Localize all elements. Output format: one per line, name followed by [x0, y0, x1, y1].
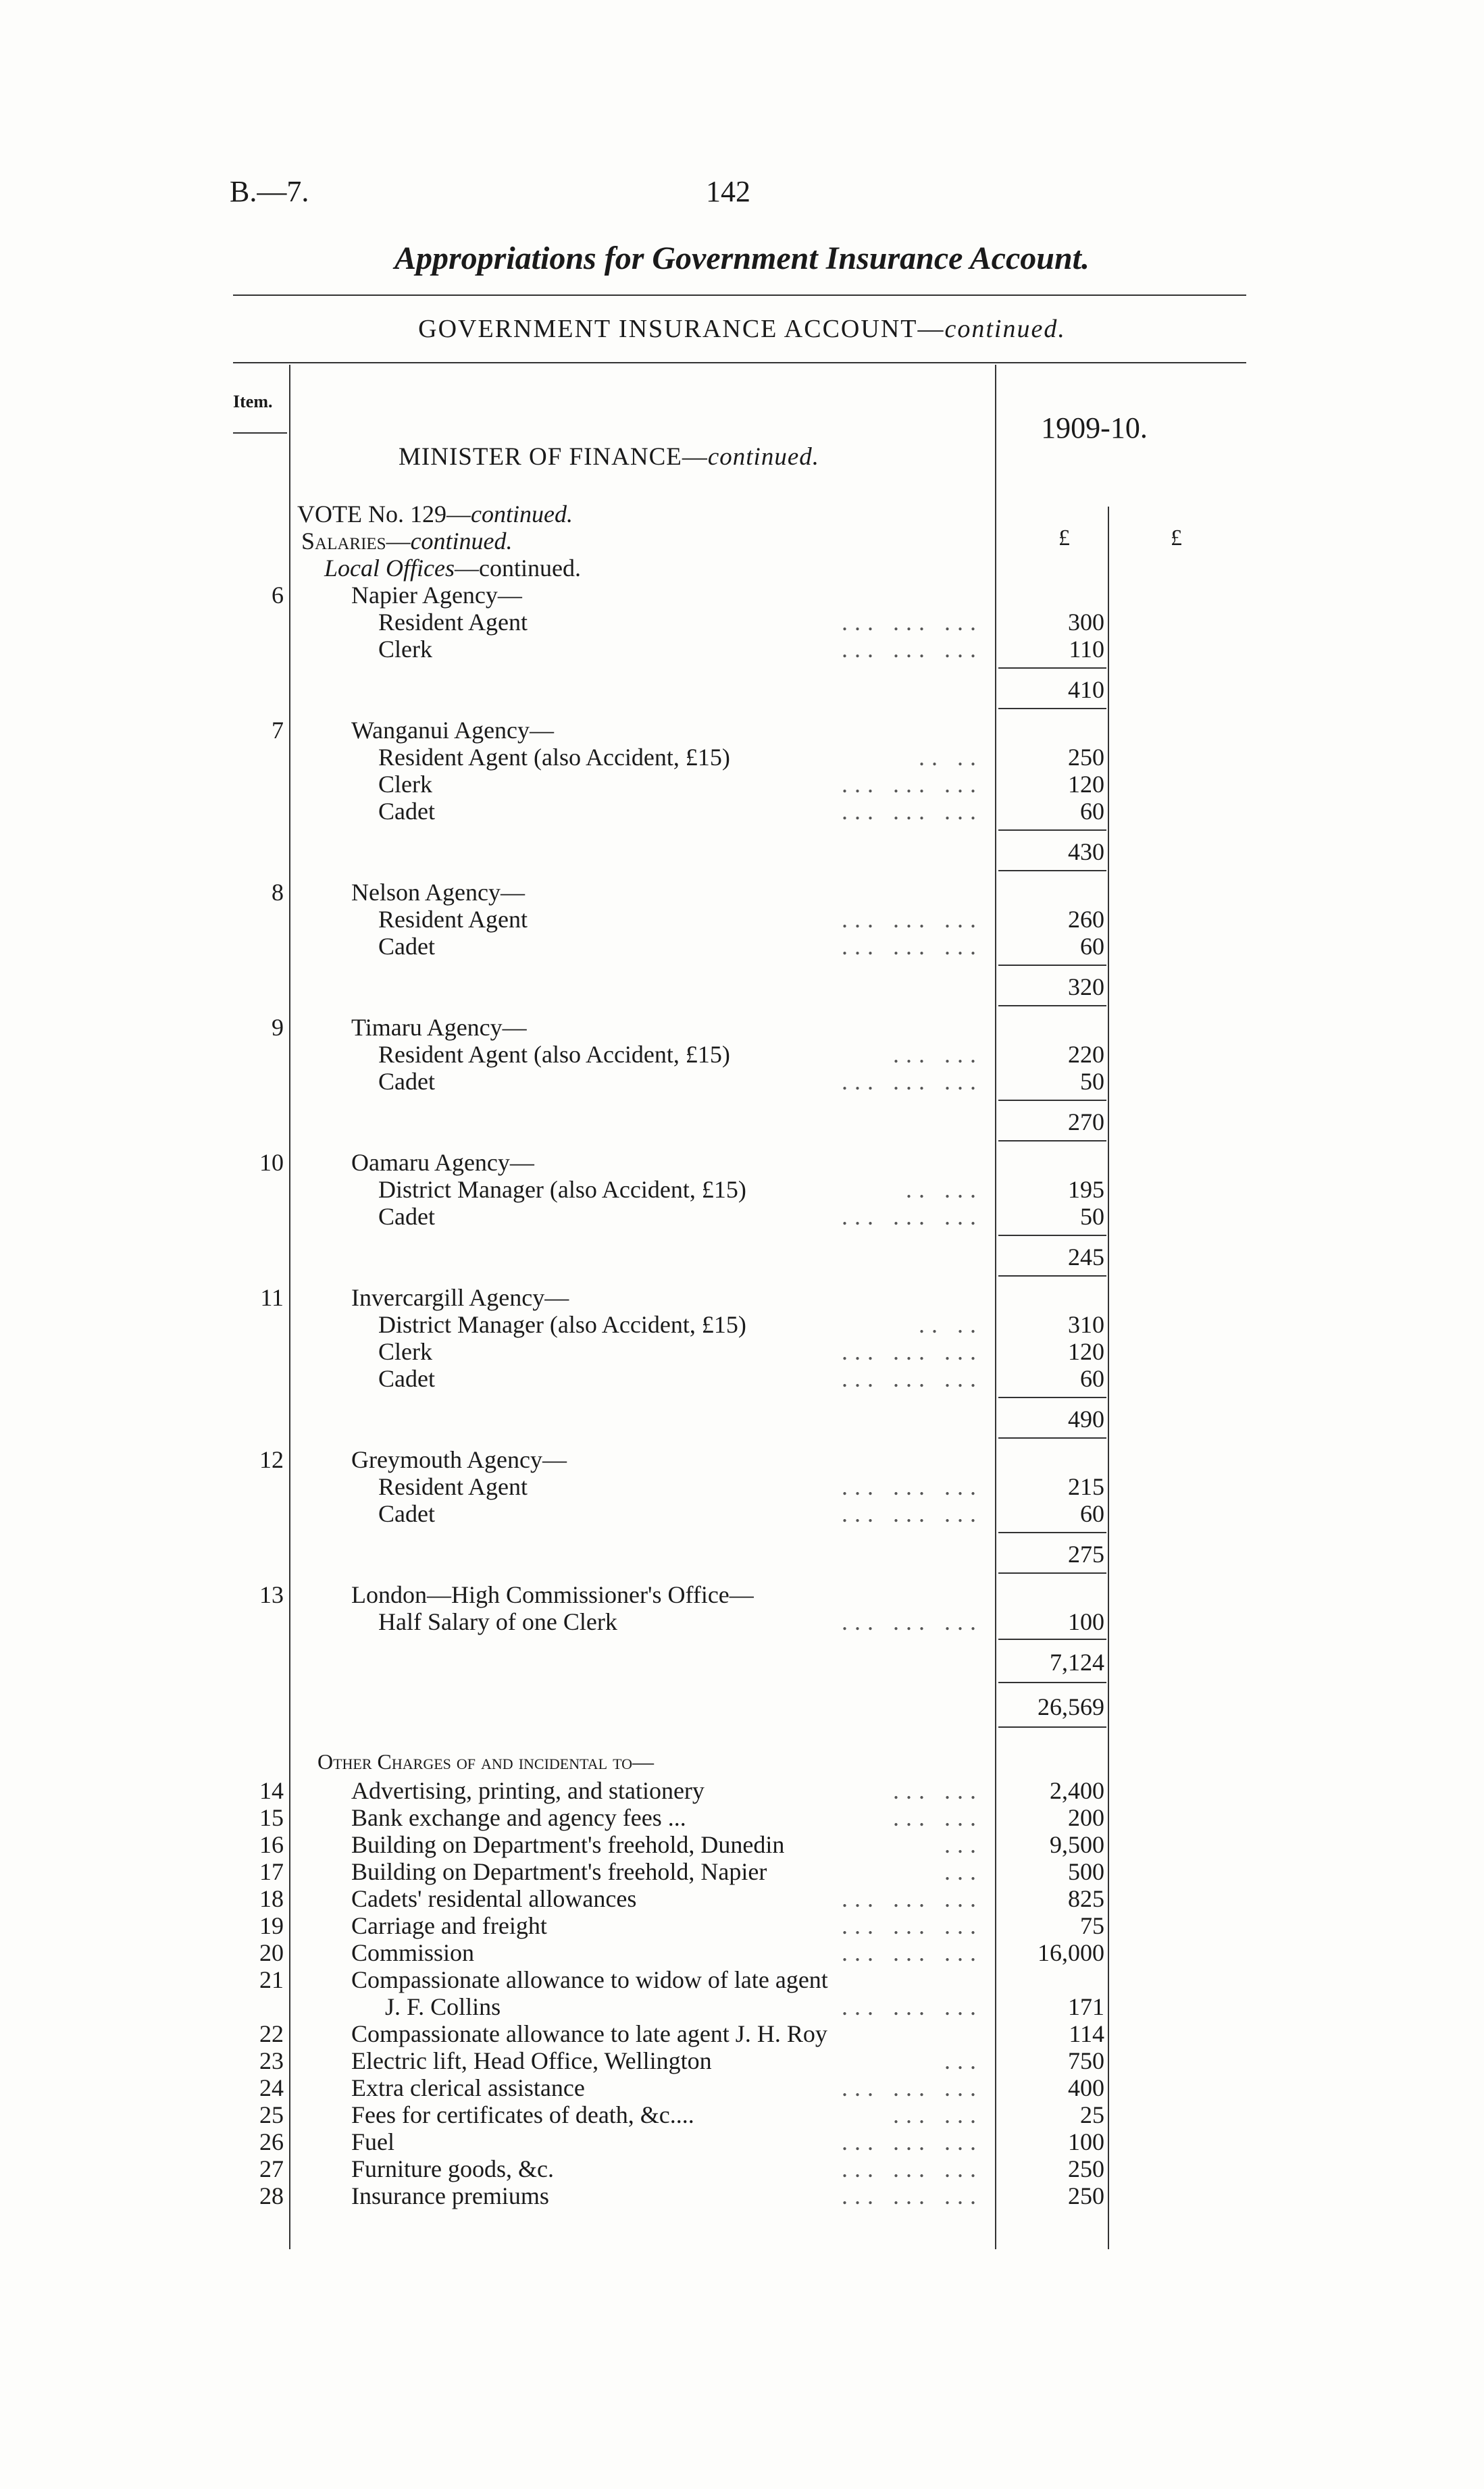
line-amount: 60 [1080, 798, 1104, 825]
line-label: Resident Agent [378, 609, 528, 636]
dot-leader: ... ... ... [842, 2182, 983, 2209]
item-header-rule [233, 432, 287, 434]
subtotal-rule [998, 1235, 1106, 1236]
charge-label-continued: J. F. Collins [385, 1993, 501, 2020]
dot-leader: ... ... ... [842, 609, 983, 636]
line-label: District Manager (also Accident, £15) [378, 1311, 746, 1338]
agency-total: 410 [1068, 676, 1104, 703]
subtotal-rule [998, 1397, 1106, 1398]
item-number: 23 [259, 2047, 284, 2074]
document-code: B.—7. [230, 175, 309, 208]
item-number: 26 [259, 2128, 284, 2155]
line-amount: 250 [1068, 744, 1104, 771]
agency-name: Invercargill Agency— [351, 1284, 569, 1311]
charge-label: Cadets' residental allowances [351, 1885, 637, 1912]
item-number: 17 [259, 1858, 284, 1885]
charge-amount: 500 [1068, 1858, 1104, 1885]
subtotal-rule [998, 1100, 1106, 1101]
other-charges-heading: Other Charges of and incidental to— [317, 1749, 655, 1774]
subtotal-rule [998, 829, 1106, 831]
charge-amount: 75 [1080, 1912, 1104, 1939]
charge-label: Bank exchange and agency fees ... [351, 1804, 686, 1831]
charge-label: Fuel [351, 2128, 395, 2155]
line-amount: 60 [1080, 1365, 1104, 1392]
line-label: District Manager (also Accident, £15) [378, 1176, 746, 1203]
line-amount: 260 [1068, 906, 1104, 933]
agency-total: 320 [1068, 973, 1104, 1000]
local-offices-heading: Local Offices—continued. [324, 555, 581, 582]
charge-label: Furniture goods, &c. [351, 2155, 554, 2182]
salaries-total: 7,124 [1050, 1649, 1104, 1676]
dot-leader: ... ... ... [842, 1608, 983, 1635]
charge-label: Electric lift, Head Office, Wellington [351, 2047, 712, 2074]
item-number: 6 [272, 582, 284, 609]
charge-amount: 250 [1068, 2155, 1104, 2182]
line-amount: 120 [1068, 771, 1104, 798]
line-label: Resident Agent [378, 1473, 528, 1500]
charge-amount: 25 [1080, 2101, 1104, 2128]
dot-leader: ... ... ... [842, 2128, 983, 2155]
dot-leader: ... [944, 2047, 983, 2074]
line-label: Cadet [378, 1068, 435, 1095]
charge-label: Compassionate allowance to widow of late agent [351, 1966, 828, 1993]
line-label: Clerk [378, 636, 432, 663]
charge-label: Building on Department's freehold, Dunedin [351, 1831, 785, 1858]
charge-amount: 100 [1068, 2128, 1104, 2155]
charge-amount: 2,400 [1050, 1777, 1104, 1804]
agency-total: 490 [1068, 1406, 1104, 1433]
dot-leader: ... ... ... [842, 1939, 983, 1966]
item-column-header: Item. [233, 392, 273, 411]
agency-name: Greymouth Agency— [351, 1446, 567, 1473]
item-number: 9 [272, 1014, 284, 1041]
dot-leader: ... ... ... [842, 1203, 983, 1230]
page-title: Appropriations for Government Insurance Account. [394, 240, 1090, 276]
salaries-total-rule [998, 1639, 1106, 1640]
line-label: Cadet [378, 1365, 435, 1392]
dot-leader: .. ... [906, 1176, 983, 1203]
charge-amount: 750 [1068, 2047, 1104, 2074]
agency-name: Wanganui Agency— [351, 717, 555, 744]
charge-label: Commission [351, 1939, 475, 1966]
dot-leader: ... ... ... [842, 933, 983, 960]
item-number: 27 [259, 2155, 284, 2182]
item-number: 19 [259, 1912, 284, 1939]
item-number: 7 [272, 717, 284, 744]
item-number: 22 [259, 2020, 284, 2047]
item-number: 21 [259, 1966, 284, 1993]
line-label: Cadet [378, 1500, 435, 1527]
charge-amount: 114 [1069, 2020, 1104, 2047]
line-label: Cadet [378, 1203, 435, 1230]
agency-name: Oamaru Agency— [351, 1149, 534, 1176]
line-label: Resident Agent (also Accident, £15) [378, 1041, 730, 1068]
subtitle-rule [233, 362, 1246, 363]
line-label: Cadet [378, 798, 435, 825]
dot-leader: ... ... ... [842, 1473, 983, 1500]
dot-leader: ... ... [893, 1041, 983, 1068]
pound-column-2-header: £ [1171, 525, 1182, 550]
line-label: Half Salary of one Clerk [378, 1608, 617, 1635]
charge-amount: 825 [1068, 1885, 1104, 1912]
line-label: Resident Agent (also Accident, £15) [378, 744, 730, 771]
subtotal-rule [998, 1005, 1106, 1006]
dot-leader: ... ... [893, 2101, 983, 2128]
section-subtitle: GOVERNMENT INSURANCE ACCOUNT—continued. [418, 315, 1066, 343]
dot-leader: ... ... ... [842, 1912, 983, 1939]
line-label: Clerk [378, 771, 432, 798]
item-number: 14 [259, 1777, 284, 1804]
charge-label: Compassionate allowance to late agent J. H. Roy [351, 2020, 827, 2047]
grand-total: 26,569 [1038, 1693, 1104, 1720]
dot-leader: ... ... ... [842, 771, 983, 798]
charge-amount: 171 [1068, 1993, 1104, 2020]
minister-heading: MINISTER OF FINANCE—continued. [399, 443, 820, 471]
charge-label: Building on Department's freehold, Napier [351, 1858, 767, 1885]
dot-leader: ... [944, 1831, 983, 1858]
dot-leader: ... ... ... [842, 1338, 983, 1365]
dot-leader: ... ... ... [842, 1993, 983, 2020]
agency-name: Nelson Agency— [351, 879, 525, 906]
agency-total: 275 [1068, 1541, 1104, 1568]
charge-label: Advertising, printing, and stationery [351, 1777, 705, 1804]
item-number: 12 [259, 1446, 284, 1473]
dot-leader: ... ... ... [842, 1500, 983, 1527]
agency-total: 430 [1068, 838, 1104, 865]
line-amount: 50 [1080, 1068, 1104, 1095]
line-label: Cadet [378, 933, 435, 960]
charge-label: Fees for certificates of death, &c.... [351, 2101, 694, 2128]
agency-name: London—High Commissioner's Office— [351, 1581, 754, 1608]
subtotal-rule [998, 965, 1106, 966]
line-amount: 60 [1080, 1500, 1104, 1527]
item-number: 8 [272, 879, 284, 906]
subtotal-rule [998, 1140, 1106, 1141]
page-number: 142 [706, 175, 750, 208]
line-amount: 215 [1068, 1473, 1104, 1500]
line-label: Resident Agent [378, 906, 528, 933]
item-column-rule [289, 365, 290, 2249]
dot-leader: ... ... ... [842, 1885, 983, 1912]
line-amount: 195 [1068, 1176, 1104, 1203]
agency-total: 245 [1068, 1243, 1104, 1271]
agency-name: Napier Agency— [351, 582, 522, 609]
charge-amount: 400 [1068, 2074, 1104, 2101]
salaries-heading: Salaries—continued. [301, 528, 513, 555]
charge-label: Extra clerical assistance [351, 2074, 585, 2101]
line-amount: 100 [1068, 1608, 1104, 1635]
dot-leader: ... ... ... [842, 636, 983, 663]
subtotal-rule [998, 870, 1106, 871]
year-column-header: 1909-10. [1041, 411, 1148, 444]
dot-leader: ... ... ... [842, 2155, 983, 2182]
item-number: 10 [259, 1149, 284, 1176]
grand-total-rule [998, 1682, 1106, 1683]
line-label: Clerk [378, 1338, 432, 1365]
line-amount: 220 [1068, 1041, 1104, 1068]
charge-amount: 250 [1068, 2182, 1104, 2209]
charge-amount: 200 [1068, 1804, 1104, 1831]
item-number: 16 [259, 1831, 284, 1858]
dot-leader: .. .. [919, 1311, 983, 1338]
subtotal-rule [998, 1275, 1106, 1277]
dot-leader: ... ... ... [842, 1068, 983, 1095]
dot-leader: ... ... [893, 1777, 983, 1804]
item-number: 13 [259, 1581, 284, 1608]
charge-label: Insurance premiums [351, 2182, 549, 2209]
agency-name: Timaru Agency— [351, 1014, 527, 1041]
amount-column-rule-right [1108, 507, 1109, 2249]
line-amount: 120 [1068, 1338, 1104, 1365]
vote-heading: VOTE No. 129—continued. [297, 501, 573, 528]
dot-leader: ... ... ... [842, 906, 983, 933]
dot-leader: ... [944, 1858, 983, 1885]
line-amount: 50 [1080, 1203, 1104, 1230]
dot-leader: ... ... ... [842, 798, 983, 825]
subtotal-rule [998, 1532, 1106, 1533]
dot-leader: ... ... ... [842, 2074, 983, 2101]
subtotal-rule [998, 1572, 1106, 1574]
line-amount: 110 [1069, 636, 1104, 663]
line-amount: 300 [1068, 609, 1104, 636]
charge-label: Carriage and freight [351, 1912, 547, 1939]
dot-leader: ... ... [893, 1804, 983, 1831]
item-number: 28 [259, 2182, 284, 2209]
line-amount: 310 [1068, 1311, 1104, 1338]
grand-total-rule [998, 1726, 1106, 1728]
item-number: 25 [259, 2101, 284, 2128]
pound-column-1-header: £ [1058, 525, 1070, 550]
subtotal-rule [998, 667, 1106, 669]
dot-leader: .. .. [919, 744, 983, 771]
charge-amount: 16,000 [1038, 1939, 1104, 1966]
item-number: 20 [259, 1939, 284, 1966]
title-rule [233, 294, 1246, 296]
charge-amount: 9,500 [1050, 1831, 1104, 1858]
subtotal-rule [998, 708, 1106, 709]
subtotal-rule [998, 1437, 1106, 1439]
agency-total: 270 [1068, 1108, 1104, 1135]
item-number: 24 [259, 2074, 284, 2101]
item-number: 11 [260, 1284, 284, 1311]
item-number: 15 [259, 1804, 284, 1831]
item-number: 18 [259, 1885, 284, 1912]
line-amount: 60 [1080, 933, 1104, 960]
dot-leader: ... ... ... [842, 1365, 983, 1392]
